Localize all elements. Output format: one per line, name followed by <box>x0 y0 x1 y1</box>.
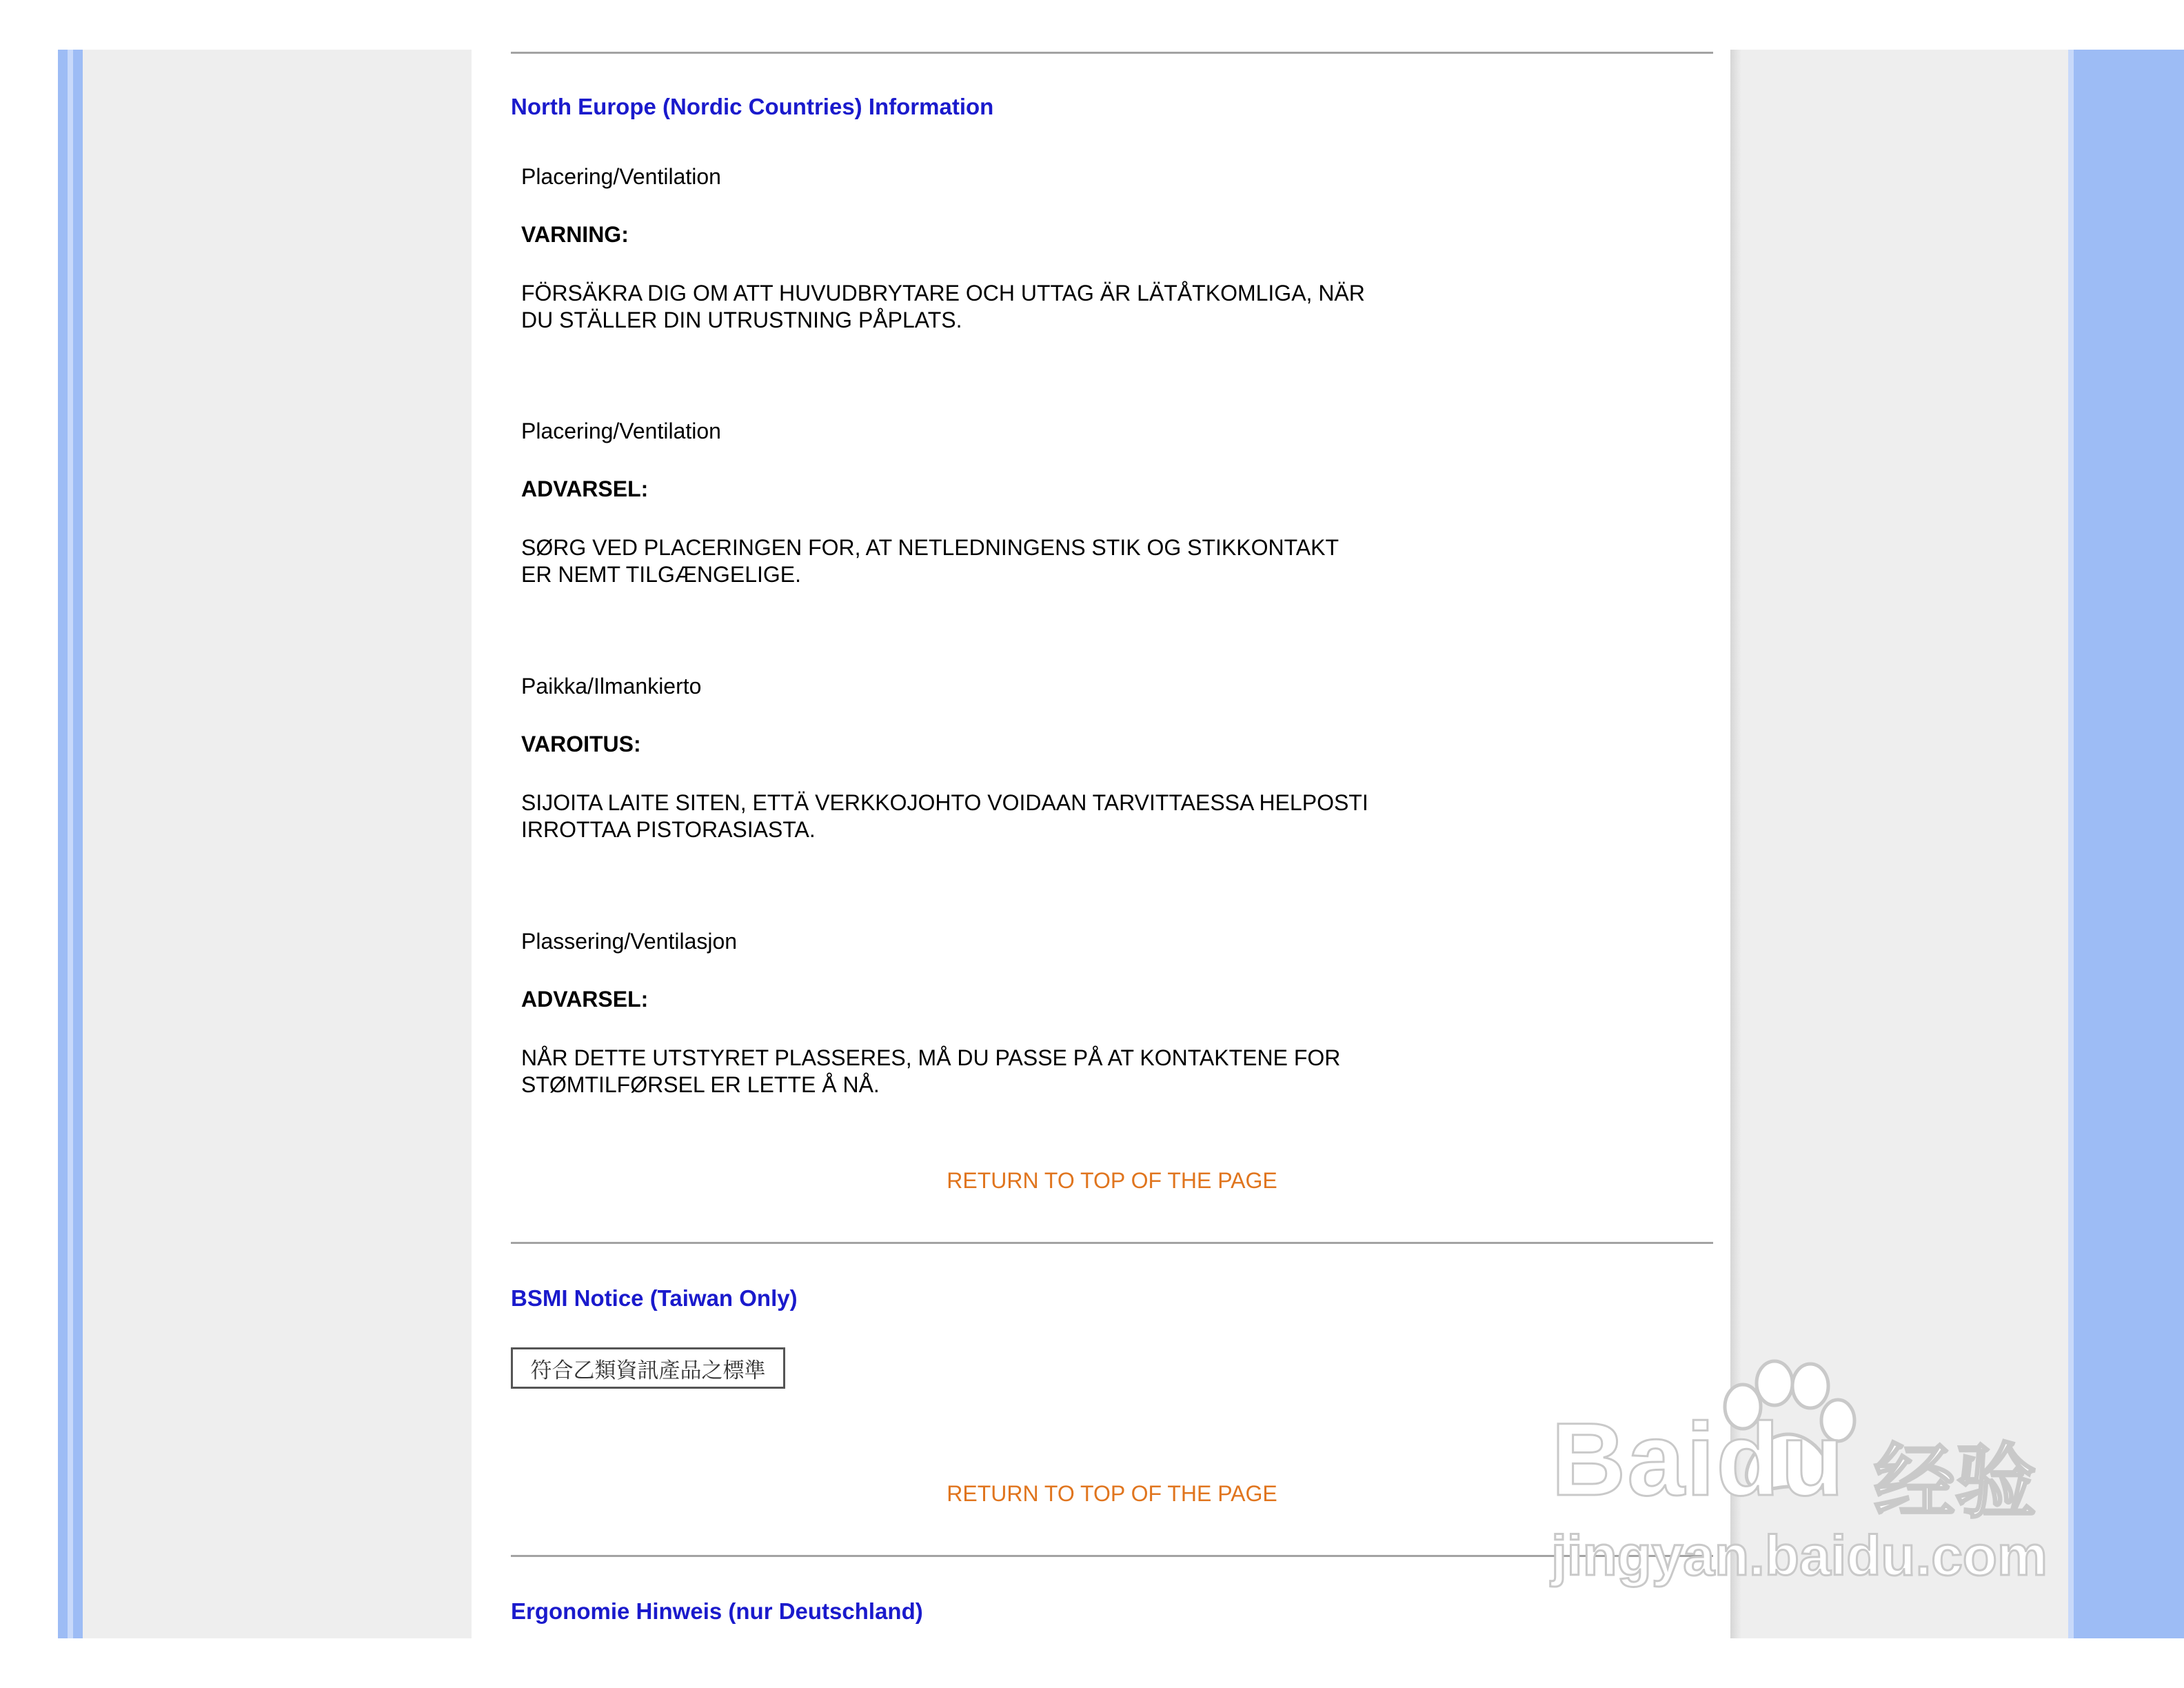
section-divider <box>511 1555 1713 1557</box>
return-to-top-link[interactable]: RETURN TO TOP OF THE PAGE <box>947 1168 1277 1193</box>
watermark-brand: Baidu <box>1551 1401 1846 1517</box>
bsmi-notice-image: 符合乙類資訊產品之標準 <box>511 1347 785 1389</box>
bsmi-section-title: BSMI Notice (Taiwan Only) <box>511 1285 798 1311</box>
warning-text-danish-line1: SØRG VED PLACERINGEN FOR, AT NETLEDNINGENS STIK OG STIKKONTAKT <box>521 535 1339 560</box>
nordic-section-title: North Europe (Nordic Countries) Information <box>511 94 994 119</box>
watermark-brand-cn: 经验 <box>1874 1434 2037 1529</box>
warning-text-norwegian-line1: NÅR DETTE UTSTYRET PLASSERES, MÅ DU PASSE PÅ AT KONTAKTENE FOR <box>521 1045 1341 1070</box>
left-light-stripe <box>68 50 73 1638</box>
watermark-url: jingyan.baidu.com <box>1551 1525 2048 1587</box>
return-to-top-link[interactable]: RETURN TO TOP OF THE PAGE <box>947 1481 1277 1506</box>
left-gray-panel <box>83 50 472 1638</box>
warning-text-norwegian-line2: STØMTILFØRSEL ER LETTE Å NÅ. <box>521 1072 880 1097</box>
block-heading-norwegian: Plassering/Ventilasjon <box>521 929 738 954</box>
left-blue-stripe <box>58 50 68 1638</box>
warning-text-danish-line2: ER NEMT TILGÆNGELIGE. <box>521 562 802 587</box>
warning-text-finnish-line1: SIJOITA LAITE SITEN, ETTÄ VERKKOJOHTO VOIDAAN TARVITTAESSA HELPOSTI <box>521 790 1368 815</box>
warning-text-finnish-line2: IRROTTAA PISTORASIASTA. <box>521 817 816 842</box>
block-heading-danish: Placering/Ventilation <box>521 419 721 443</box>
right-light-stripe <box>2068 50 2074 1638</box>
baidu-watermark <box>1544 1358 2068 1607</box>
section-divider <box>511 1242 1713 1244</box>
left-blue-stripe-inner <box>73 50 83 1638</box>
warning-label-danish: ADVARSEL: <box>521 476 649 501</box>
warning-label-swedish: VARNING: <box>521 222 629 247</box>
right-blue-panel <box>2074 50 2184 1638</box>
block-heading-finnish: Paikka/Ilmankierto <box>521 674 702 699</box>
block-heading-swedish: Placering/Ventilation <box>521 164 721 189</box>
warning-text-swedish-line1: FÖRSÄKRA DIG OM ATT HUVUDBRYTARE OCH UTTAG ÄR LÄTÅTKOMLIGA, NÄR <box>521 281 1365 305</box>
section-divider <box>511 52 1713 54</box>
warning-text-swedish-line2: DU STÄLLER DIN UTRUSTNING PÅPLATS. <box>521 308 962 332</box>
warning-label-finnish: VAROITUS: <box>521 732 641 756</box>
ergonomie-section-title: Ergonomie Hinweis (nur Deutschland) <box>511 1598 923 1624</box>
warning-label-norwegian: ADVARSEL: <box>521 987 649 1012</box>
